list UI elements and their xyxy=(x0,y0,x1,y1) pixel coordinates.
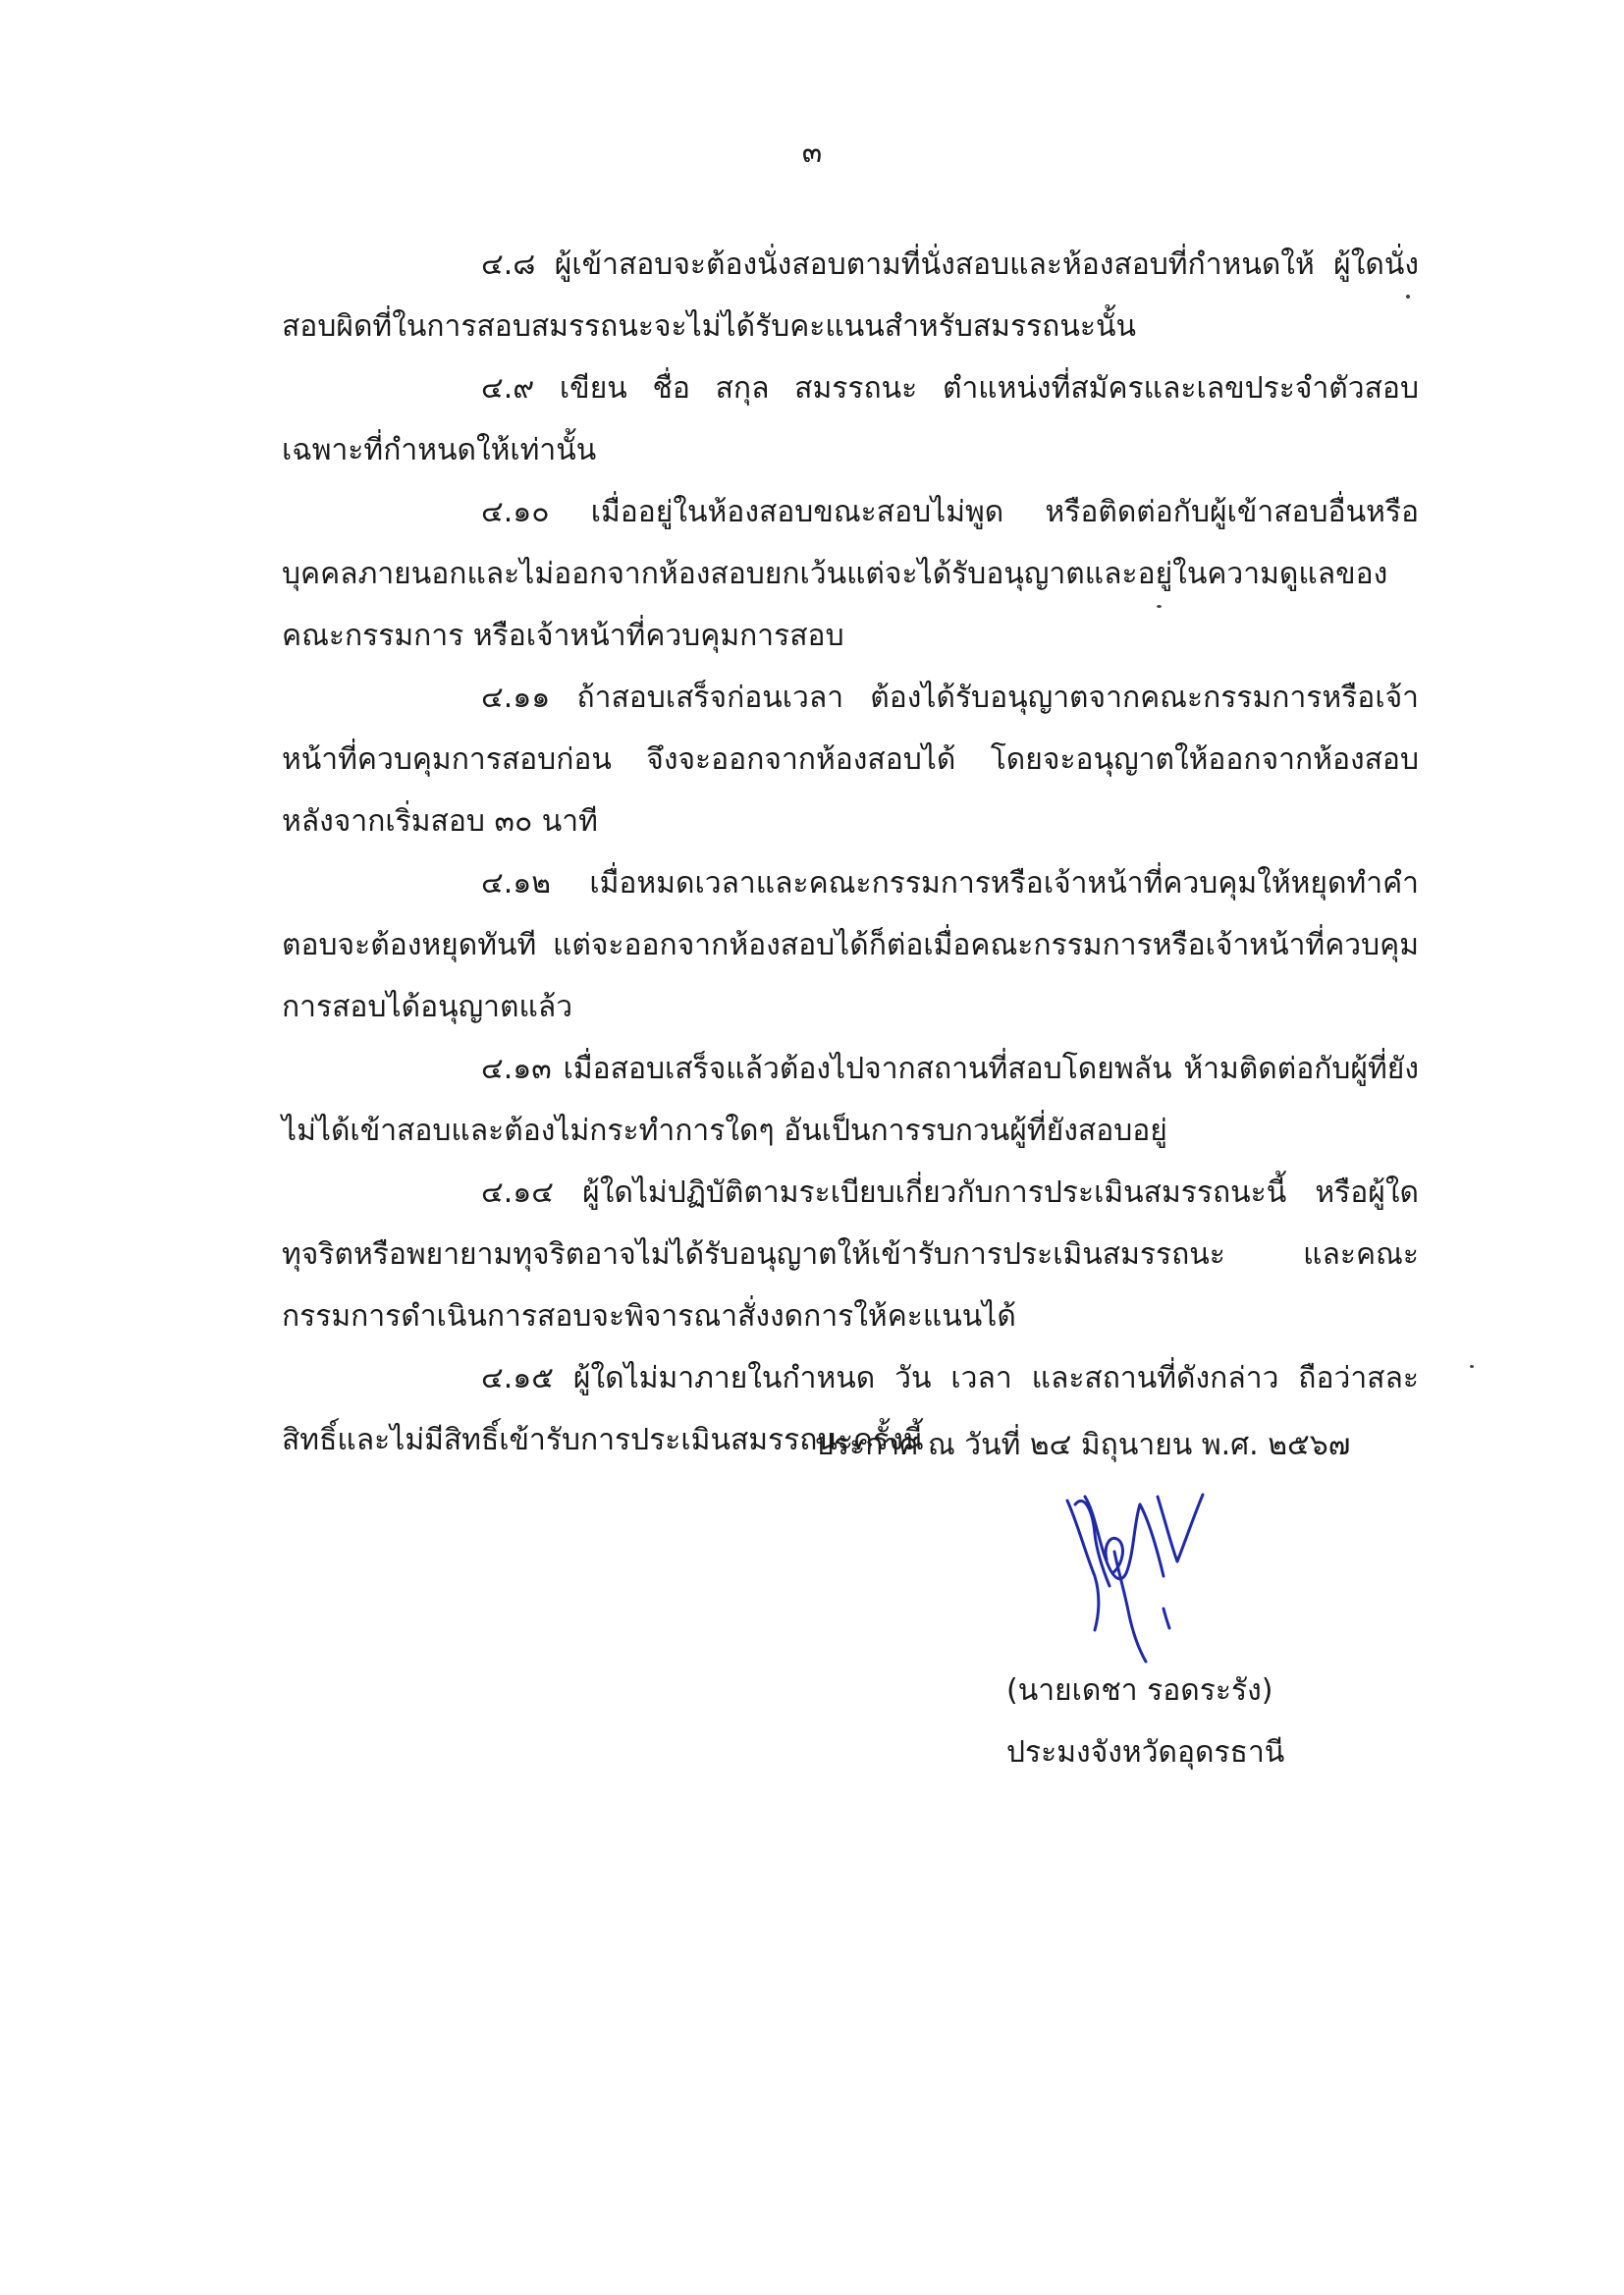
announcement-date: ประกาศ ณ วันที่ ๒๔ มิถุนายน พ.ศ. ๒๕๖๗ xyxy=(815,1428,1351,1462)
signer-name: (นายเดชา รอดระรัง) xyxy=(1006,1673,1273,1708)
handwritten-signature xyxy=(1056,1483,1213,1669)
rule-4-11: ๔.๑๑ ถ้าสอบเสร็จก่อนเวลา ต้องได้รับอนุญาตจากคณะกรรมการหรือเจ้าหน้าที่ควบคุมการสอบก่อน จึงจะออกจากห้องสอบได้ โดยจะอนุญาตให้ออกจากห้องสอบหลังจากเริ่มสอบ ๓๐ นาที xyxy=(282,681,1419,839)
page-number: ๓ xyxy=(801,136,823,170)
rules-body xyxy=(282,234,1419,1471)
rule-4-15: ๔.๑๕ ผู้ใดไม่มาภายในกำหนด วัน เวลา และสถานที่ดังกล่าว ถือว่าสละสิทธิ์และไม่มีสิทธิ์เข้ารับการประเมินสมรรถนะครั้งนี้ xyxy=(282,1361,1419,1457)
rule-4-13: ๔.๑๓ เมื่อสอบเสร็จแล้วต้องไปจากสถานที่สอบโดยพลัน ห้ามติดต่อกับผู้ที่ยังไม่ได้เข้าสอบและต้องไม่กระทำการใดๆ อันเป็นการรบกวนผู้ที่ยังสอบอยู่ xyxy=(282,1052,1419,1148)
scan-speck xyxy=(1406,295,1410,299)
signer-position: ประมงจังหวัดอุดรธานี xyxy=(1006,1735,1285,1770)
rule-4-14: ๔.๑๔ ผู้ใดไม่ปฏิบัติตามระเบียบเกี่ยวกับการประเมินสมรรถนะนี้ หรือผู้ใดทุจริตหรือพยายามทุจริตอาจไม่ได้รับอนุญาตให้เข้ารับการประเมินสมรรถนะ และคณะกรรมการดำเนินการสอบจะพิจารณาสั่งงดการให้คะแนนได้ xyxy=(282,1175,1419,1334)
rule-4-12: ๔.๑๒ เมื่อหมดเวลาและคณะกรรมการหรือเจ้าหน้าที่ควบคุมให้หยุดทำคำตอบจะต้องหยุดทันที แต่จะออกจากห้องสอบได้ก็ต่อเมื่อคณะกรรมการหรือเจ้าหน้าที่ควบคุมการสอบได้อนุญาตแล้ว xyxy=(282,866,1419,1024)
rule-4-10: ๔.๑๐ เมื่ออยู่ในห้องสอบขณะสอบไม่พูด หรือติดต่อกับผู้เข้าสอบอื่นหรือบุคคลภายนอกและไม่ออกจากห้องสอบยกเว้นแต่จะได้รับอนุญาตและอยู่ในความดูแลของคณะกรรมการ หรือเจ้าหน้าที่ควบคุมการสอบ xyxy=(282,495,1419,653)
scan-speck xyxy=(1470,1365,1474,1368)
announcement-block xyxy=(815,1414,1424,1476)
scan-speck xyxy=(1157,605,1162,608)
rule-4-9: ๔.๙ เขียน ชื่อ สกุล สมรรถนะ ตำแหน่งที่สมัครและเลขประจำตัวสอบเฉพาะที่กำหนดให้เท่านั้น xyxy=(282,371,1419,467)
rule-4-8: ๔.๘ ผู้เข้าสอบจะต้องนั่งสอบตามที่นั่งสอบและห้องสอบที่กำหนดให้ ผู้ใดนั่งสอบผิดที่ในการสอบสมรรถนะจะไม่ได้รับคะแนนสำหรับสมรรถนะนั้น xyxy=(282,247,1419,344)
